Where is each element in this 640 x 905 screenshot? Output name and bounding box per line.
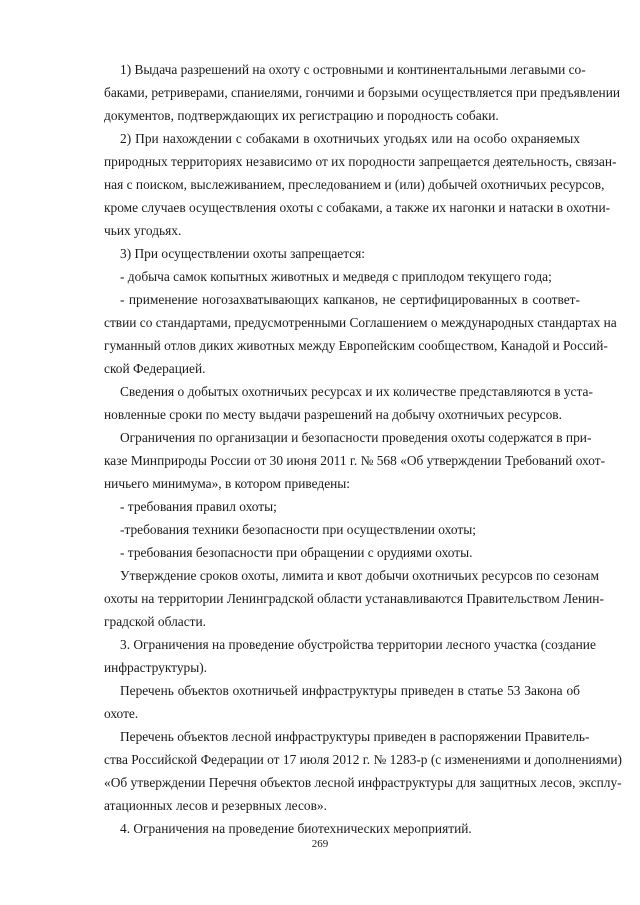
text-line: «Об утверждении Перечня объектов лесной инфраструктуры для защитных лесов, эксплу- bbox=[104, 775, 622, 790]
text-line: 3) При осуществлении охоты запрещается: bbox=[120, 246, 366, 261]
text-line: инфраструктуры). bbox=[104, 660, 208, 675]
text-line: кроме случаев осуществления охоты с собаками, а также их нагонки и натаски в охотни- bbox=[104, 200, 611, 215]
text-line: 1) Выдача разрешений на охоту с островными и континентальными легавыми со- bbox=[120, 62, 586, 77]
text-line: градской области. bbox=[104, 614, 207, 629]
text-line: ная с поиском, выслеживанием, преследованием и (или) добычей охотничьих ресурсов, bbox=[104, 177, 605, 192]
text-line: ской Федерацией. bbox=[104, 361, 206, 376]
section-heading: 4. Ограничения на проведение биотехнических мероприятий. bbox=[120, 821, 472, 836]
text-line: природных территориях независимо от их породности запрещается деятельность, связан- bbox=[104, 154, 617, 169]
text-line: ства Российской Федерации от 17 июля 2012 г. № 1283-р (с изменениями и дополнениями) bbox=[104, 752, 622, 767]
text-line: казе Минприроды России от 30 июня 2011 г. № 568 «Об утверждении Требований охот- bbox=[104, 453, 606, 468]
text-line: - требования безопасности при обращении с орудиями охоты. bbox=[120, 545, 473, 560]
text-line: - применение ногозахватывающих капканов, не сертифицированных в соответ- bbox=[120, 292, 580, 307]
text-line: ствии со стандартами, предусмотренными Соглашением о международных стандартах на bbox=[104, 315, 617, 330]
text-line: Перечень объектов охотничьей инфраструктуры приведен в статье 53 Закона об bbox=[120, 683, 580, 698]
text-line: Сведения о добытых охотничьих ресурсах и их количестве представляются в уста- bbox=[120, 384, 593, 399]
text-line: -требования техники безопасности при осуществлении охоты; bbox=[120, 522, 476, 537]
page-number: 269 bbox=[311, 838, 329, 850]
text-line: ничьего минимума», в котором приведены: bbox=[104, 476, 351, 491]
text-line: баками, ретриверами, спаниелями, гончими и борзыми осуществляется при предъявлении bbox=[104, 85, 621, 100]
text-line: - добыча самок копытных животных и медведя с приплодом текущего года; bbox=[120, 269, 552, 284]
text-line: - требования правил охоты; bbox=[120, 499, 277, 514]
text-line: атационных лесов и резервных лесов». bbox=[104, 798, 327, 813]
text-line: гуманный отлов диких животных между Европейским сообществом, Канадой и Россий- bbox=[104, 338, 608, 353]
text-line: 2) При нахождении с собаками в охотничьих угодьях или на особо охраняемых bbox=[120, 131, 580, 146]
section-heading: 3. Ограничения на проведение обустройства территории лесного участка (создание bbox=[120, 637, 596, 652]
text-line: чьих угодьях. bbox=[104, 223, 182, 238]
text-line: документов, подтверждающих их регистрацию и породность собаки. bbox=[104, 108, 499, 123]
text-line: Утверждение сроков охоты, лимита и квот добычи охотничьих ресурсов по сезонам bbox=[120, 568, 599, 583]
text-line: новленные сроки по месту выдачи разрешений на добычу охотничьих ресурсов. bbox=[104, 407, 562, 422]
text-line: охоте. bbox=[104, 706, 139, 721]
text-line: Ограничения по организации и безопасности проведения охоты содержатся в при- bbox=[120, 430, 592, 445]
text-line: охоты на территории Ленинградской области устанавливаются Правительством Ленин- bbox=[104, 591, 604, 606]
text-line: Перечень объектов лесной инфраструктуры приведен в распоряжении Правитель- bbox=[120, 729, 590, 744]
